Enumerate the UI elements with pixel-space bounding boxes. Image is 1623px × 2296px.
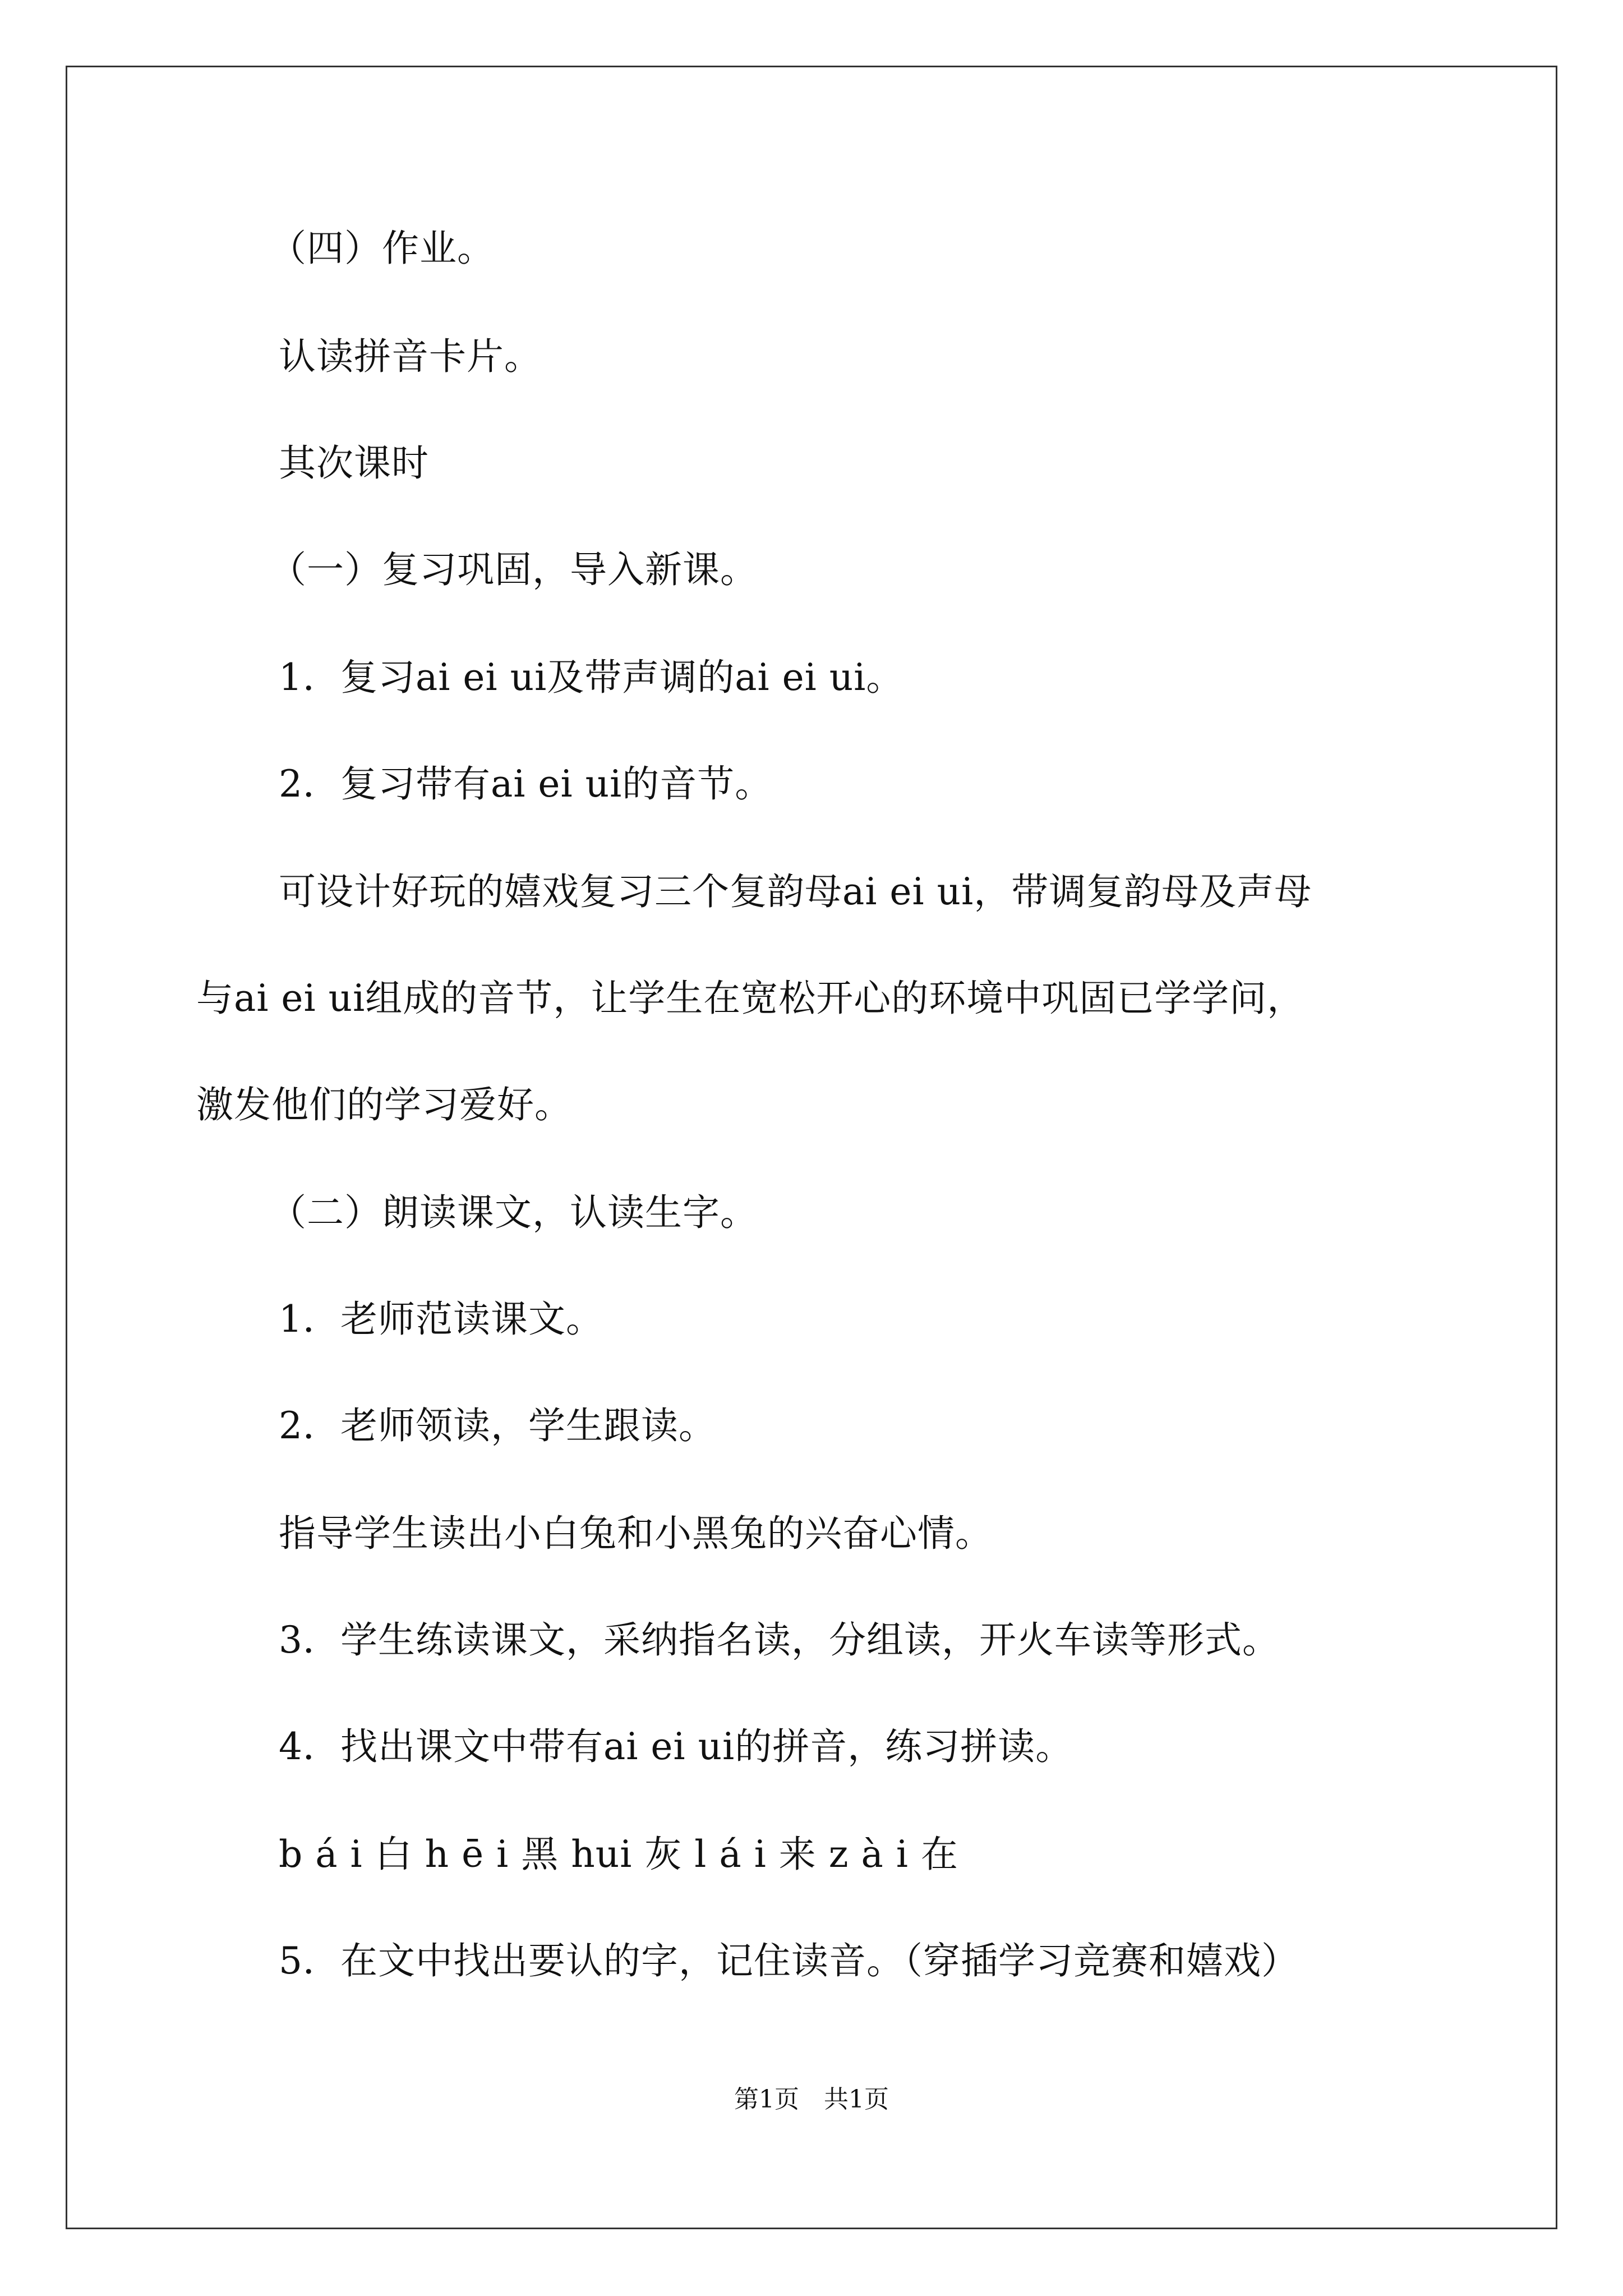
page-footer: 第1页 共1页 (734, 2085, 889, 2114)
page-border (66, 66, 1557, 2229)
list-item: 5．在文中找出要认的字，记住读音。（穿插学习竞赛和嬉戏） (279, 1939, 1299, 1982)
pinyin-line: b á i 白 h ē i 黑 hui 灰 l á i 来 z à i 在 (279, 1833, 958, 1876)
heading-homework: （四）作业。 (269, 227, 495, 270)
list-item: 1．老师范读课文。 (279, 1297, 603, 1341)
heading-review: （一）复习巩固，导入新课。 (269, 548, 758, 591)
paragraph: 可设计好玩的嬉戏复习三个复韵母ai ei ui，带调复韵母及声母 (279, 870, 1312, 913)
paragraph-continuation: 激发他们的学习爱好。 (196, 1083, 572, 1126)
list-item: 3．学生练读课文，采纳指名读，分组读，开火车读等形式。 (279, 1618, 1280, 1662)
heading-second-lesson: 其次课时 (279, 441, 429, 485)
heading-reading: （二）朗读课文，认读生字。 (269, 1191, 758, 1234)
paragraph: 指导学生读出小白兔和小黑兔的兴奋心情。 (279, 1512, 993, 1555)
paragraph: 认读拼音卡片。 (279, 335, 542, 378)
list-item: 1．复习ai ei ui及带声调的ai ei ui。 (279, 656, 904, 699)
list-item: 4．找出课文中带有ai ei ui的拼音，练习拼读。 (279, 1725, 1073, 1768)
paragraph-continuation: 与ai ei ui组成的音节，让学生在宽松开心的环境中巩固已学学问， (196, 977, 1305, 1020)
list-item: 2．复习带有ai ei ui的音节。 (279, 762, 773, 806)
list-item: 2．老师领读，学生跟读。 (279, 1404, 716, 1447)
